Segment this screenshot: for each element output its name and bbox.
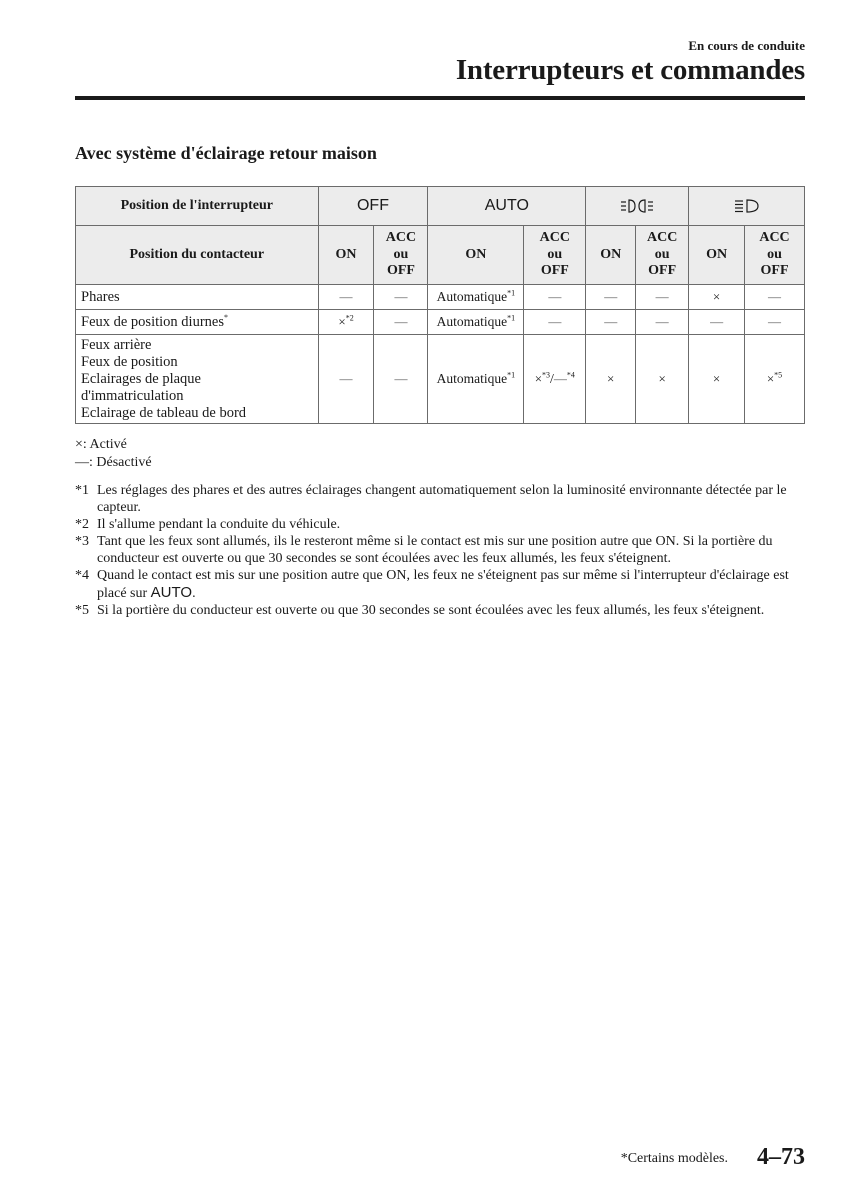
footnote-key: *1: [75, 483, 89, 498]
switch-off: OFF: [318, 187, 428, 226]
cell-inactive: —: [374, 285, 428, 310]
footnote: [75, 516, 810, 533]
footnote-text: Si la portière du conducteur est ouverte ou que 30 secondes se sont écoulées avec les feux allumés, les feux s'éteignent.: [97, 603, 765, 618]
footnotes: [75, 482, 810, 619]
cell-inactive: —: [745, 310, 805, 335]
footer-note: *Certains modèles.: [620, 1151, 728, 1166]
cell-active: ×: [636, 335, 689, 424]
section-label: En cours de conduite: [688, 38, 805, 53]
title-rule: [75, 96, 805, 100]
page-title: Interrupteurs et commandes: [455, 54, 805, 86]
parking-light-icon: [620, 198, 654, 214]
page-number: 4–73: [757, 1144, 805, 1170]
contact-position-header: Position du contacteur: [76, 226, 319, 285]
row-label-multi: Feux arrière Feux de position Eclairages de plaque d'immatriculation Eclairage de tableau de bord: [76, 335, 319, 424]
legend: [75, 436, 152, 472]
cell-inactive: —: [689, 310, 745, 335]
footnote: [75, 602, 810, 619]
cell-automatique: Automatique$^{*1}$: [428, 285, 524, 310]
contact-acc-off: ACC ou OFF: [374, 226, 428, 285]
cell-inactive: —: [318, 285, 374, 310]
table-row: [76, 335, 805, 424]
switch-position-header: Position de l'interrupteur: [76, 187, 319, 226]
table-row: [76, 310, 805, 335]
cell-active: ×: [586, 335, 636, 424]
footnote-text: Quand le contact est mis sur une position autre que ON, les feux ne s'éteignent pas sur même si l'interrupteur d'éclairage est placé sur AUTO.: [97, 568, 789, 601]
contact-on: ON: [318, 226, 374, 285]
legend-inactive: —: Désactivé: [75, 455, 152, 470]
footnote: [75, 567, 810, 602]
cell-inactive: —: [586, 285, 636, 310]
cell-active: ×: [689, 285, 745, 310]
footnote-key: *2: [75, 517, 89, 532]
row-label-phares: Phares: [76, 285, 319, 310]
cell-inactive: —: [374, 335, 428, 424]
cell-inactive: —: [524, 285, 586, 310]
contact-on: ON: [689, 226, 745, 285]
footnote-text: Il s'allume pendant la conduite du véhicule.: [97, 517, 341, 532]
cell-active: ×$^{*5}$: [745, 335, 805, 424]
cell-inactive: —: [636, 285, 689, 310]
contact-position-row: [76, 226, 805, 285]
row-label-diurnes: Feux de position diurnes*: [76, 310, 319, 335]
switch-headlight: [689, 187, 805, 226]
headlight-icon: [734, 198, 760, 214]
footnote-key: *4: [75, 568, 89, 583]
footnote-text: Tant que les feux sont allumés, ils le resteront même si le contact est mis sur une position autre que ON. Si la portière du conducteur est ouverte ou que 30 secondes se sont écoulées avec les feux allumés, les feux s'éteignent.: [97, 534, 773, 566]
footnote-text: Les réglages des phares et des autres éclairages changent automatiquement selon la luminosité environnante détectée par le capteur.: [97, 483, 787, 515]
footnote-key: *3: [75, 534, 89, 549]
switch-auto: AUTO: [428, 187, 586, 226]
cell-active: ×$^{*2}$: [318, 310, 374, 335]
cell-inactive: —: [524, 310, 586, 335]
contact-acc-off: ACC ou OFF: [636, 226, 689, 285]
cell-active-inactive: ×$^{*3}$/—$^{*4}$: [524, 335, 586, 424]
switch-position-row: [76, 187, 805, 226]
switch-parking: [586, 187, 689, 226]
footnote: [75, 482, 810, 516]
cell-inactive: —: [374, 310, 428, 335]
cell-inactive: —: [636, 310, 689, 335]
lighting-table: [75, 186, 805, 424]
cell-active: ×: [689, 335, 745, 424]
contact-acc-off: ACC ou OFF: [524, 226, 586, 285]
table-row: [76, 285, 805, 310]
cell-automatique: Automatique$^{*1}$: [428, 310, 524, 335]
subsection-title: Avec système d'éclairage retour maison: [75, 143, 377, 163]
cell-inactive: —: [318, 335, 374, 424]
footnote-key: *5: [75, 603, 89, 618]
cell-automatique: Automatique$^{*1}$: [428, 335, 524, 424]
legend-active: ×: Activé: [75, 437, 127, 452]
contact-on: ON: [428, 226, 524, 285]
footnote: [75, 533, 810, 567]
cell-inactive: —: [745, 285, 805, 310]
contact-on: ON: [586, 226, 636, 285]
contact-acc-off: ACC ou OFF: [745, 226, 805, 285]
cell-inactive: —: [586, 310, 636, 335]
